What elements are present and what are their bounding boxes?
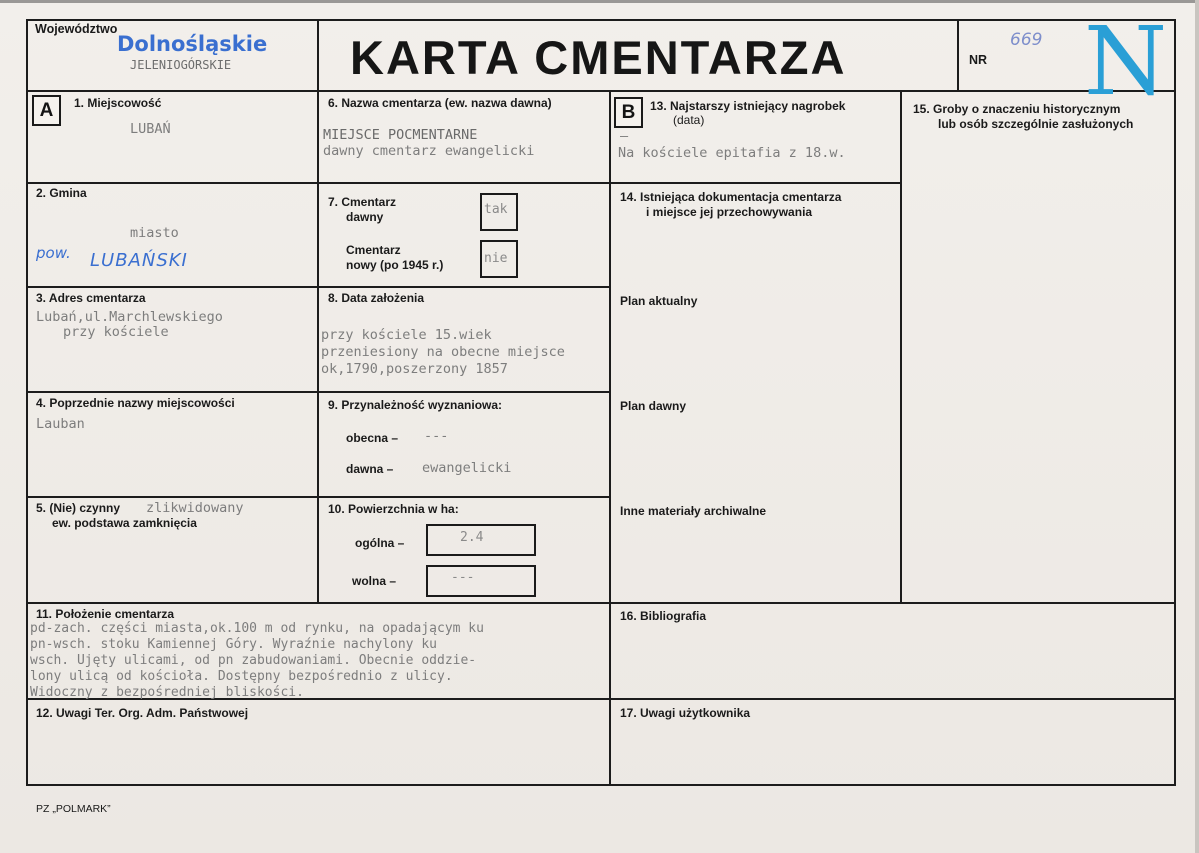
- field-9-former-value: ewangelicki: [422, 460, 512, 476]
- field-2-value: miasto: [130, 225, 179, 241]
- field-2-hand-prefix: pow.: [36, 244, 71, 262]
- field-13-label-line-2: (data): [673, 113, 705, 127]
- archival-materials-label: Inne materiały archiwalne: [620, 504, 767, 518]
- grid-line: [26, 182, 610, 184]
- grid-line: [26, 19, 1176, 21]
- field-9-current-value: ---: [424, 428, 449, 444]
- field-8-value-line-2: przeniesiony na obecne miejsce: [321, 344, 565, 360]
- field-1-value: LUBAŃ: [130, 121, 171, 137]
- field-12-label: 12. Uwagi Ter. Org. Adm. Państwowej: [36, 706, 249, 720]
- field-10-total-label: ogólna –: [355, 536, 405, 550]
- field-7-label-line-1: 7. Cmentarz: [328, 195, 397, 209]
- wojewodztwo-stamp: Dolnośląskie: [117, 32, 268, 56]
- field-9-former-label: dawna –: [346, 462, 394, 476]
- top-edge: [0, 0, 1199, 3]
- field-6-value-line-1: MIEJSCE POCMENTARNE: [323, 127, 478, 143]
- field-10-free-label: wolna –: [352, 574, 397, 588]
- field-14-label-line-2: i miejsce jej przechowywania: [646, 205, 813, 219]
- field-14-label-line-1: 14. Istniejąca dokumentacja cmentarza: [620, 190, 842, 204]
- field-5-label-line-2: ew. podstawa zamknięcia: [52, 516, 197, 530]
- nr-value: 669: [1010, 30, 1043, 50]
- field-11-line-4: lony ulicą od kościoła. Dostępny bezpośrednio z ulicy.: [30, 669, 453, 684]
- field-11-line-2: pn-wsch. stoku Kamiennej Góry. Wyraźnie nachylony ku: [30, 637, 437, 652]
- field-3-value-line-1: Lubań,ul.Marchlewskiego: [36, 309, 223, 325]
- field-10-label: 10. Powierzchnia w ha:: [328, 502, 459, 516]
- field-5-value: zlikwidowany: [146, 500, 244, 516]
- field-2-hand-value: LUBAŃSKI: [90, 250, 188, 271]
- field-13-label-line-1: 13. Najstarszy istniejący nagrobek: [650, 99, 846, 113]
- field-11-line-5: Widoczny z bezpośredniej bliskości.: [30, 685, 304, 700]
- field-13-dash: —: [620, 128, 629, 144]
- field-11-line-1: pd-zach. części miasta,ok.100 m od rynku, na opadającym ku: [30, 621, 484, 636]
- grid-line: [317, 19, 319, 603]
- field-11-line-3: wsch. Ujęty ulicami, od pn zabudowaniami. Obecnie oddzie-: [30, 653, 477, 668]
- field-7-label-line-2: dawny: [346, 210, 384, 224]
- field-8-value-line-1: przy kościele 15.wiek: [321, 327, 492, 343]
- wojewodztwo-typed: JELENIOGÓRSKIE: [130, 58, 232, 72]
- field-9-current-label: obecna –: [346, 431, 399, 445]
- plan-former-label: Plan dawny: [620, 399, 687, 413]
- grid-line: [26, 286, 610, 288]
- grid-line: [26, 496, 610, 498]
- section-b-marker: B: [614, 97, 643, 128]
- grid-line: [957, 19, 959, 91]
- field-6-label: 6. Nazwa cmentarza (ew. nazwa dawna): [328, 96, 552, 110]
- field-4-value: Lauban: [36, 416, 85, 432]
- grid-line: [26, 602, 1176, 604]
- grid-line: [26, 784, 1176, 786]
- field-7-new-label-line-1: Cmentarz: [346, 243, 401, 257]
- field-17-label: 17. Uwagi użytkownika: [620, 706, 751, 720]
- field-11-label: 11. Położenie cmentarza: [36, 607, 175, 621]
- grid-line: [1174, 19, 1176, 786]
- field-7-new-checkbox-value: nie: [484, 251, 508, 266]
- field-1-label: 1. Miejscowość: [74, 96, 162, 110]
- field-10-free-box[interactable]: [426, 565, 536, 597]
- field-6-value-line-2: dawny cmentarz ewangelicki: [323, 143, 535, 159]
- printer-imprint: PZ „POLMARK”: [36, 803, 111, 815]
- grid-line: [26, 391, 610, 393]
- field-16-label: 16. Bibliografia: [620, 609, 707, 623]
- field-8-value-line-3: ok,1790,poszerzony 1857: [321, 361, 508, 377]
- grid-line: [610, 182, 901, 184]
- nr-label: NR: [969, 53, 988, 67]
- field-13-value: Na kościele epitafia z 18.w.: [618, 145, 846, 161]
- page-title: KARTA CMENTARZA: [350, 31, 847, 84]
- grid-line: [26, 90, 1176, 92]
- right-edge: [1195, 0, 1199, 853]
- field-2-label: 2. Gmina: [36, 186, 87, 200]
- section-a-marker: A: [32, 95, 61, 126]
- wojewodztwo-label: Województwo: [35, 22, 118, 36]
- grid-line: [26, 19, 28, 786]
- grid-line: [900, 90, 902, 603]
- plan-current-label: Plan aktualny: [620, 294, 698, 308]
- field-8-label: 8. Data założenia: [328, 291, 425, 305]
- nr-marker-letter: N: [1084, 7, 1168, 117]
- field-9-label: 9. Przynależność wyznaniowa:: [328, 398, 503, 412]
- field-3-label: 3. Adres cmentarza: [36, 291, 146, 305]
- field-10-free-value: ---: [451, 570, 475, 585]
- grid-line: [609, 90, 611, 786]
- field-5-label-line-1: 5. (Nie) czynny: [36, 501, 121, 515]
- field-7-new-label-line-2: nowy (po 1945 r.): [346, 258, 444, 272]
- field-4-label: 4. Poprzednie nazwy miejscowości: [36, 396, 235, 410]
- field-15-label-line-1: 15. Groby o znaczeniu historycznym: [913, 102, 1121, 116]
- field-10-total-value: 2.4: [460, 530, 484, 545]
- field-7-old-checkbox-value: tak: [484, 202, 508, 217]
- field-3-value-line-2: przy kościele: [63, 324, 169, 340]
- field-15-label-line-2: lub osób szczególnie zasłużonych: [938, 117, 1134, 131]
